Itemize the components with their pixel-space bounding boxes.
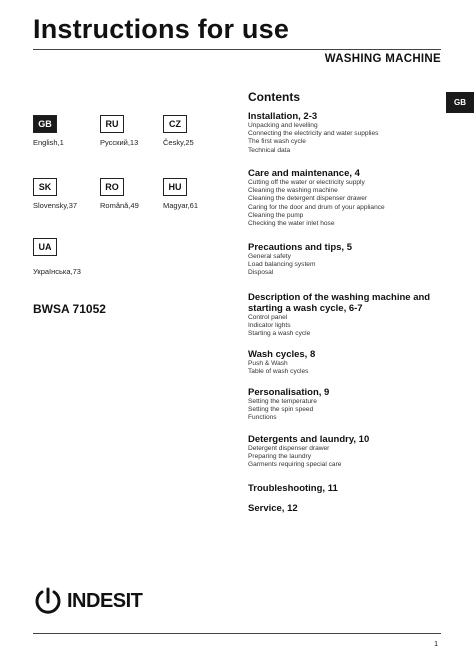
- language-label-cz[interactable]: Česky,25: [163, 138, 194, 147]
- contents-heading: Contents: [248, 90, 300, 104]
- toc-subitem: Cleaning the pump: [248, 211, 304, 219]
- model-number: BWSA 71052: [33, 302, 106, 316]
- language-box-ro[interactable]: RO: [100, 178, 124, 196]
- language-label-ro[interactable]: Română,49: [100, 201, 139, 210]
- toc-section-title[interactable]: Precautions and tips, 5: [248, 242, 352, 253]
- language-label-sk[interactable]: Slovensky,37: [33, 201, 78, 210]
- toc-subitem: Setting the spin speed: [248, 406, 314, 414]
- toc-section: [248, 111, 448, 155]
- toc-subitem: Functions: [248, 414, 277, 422]
- toc-section: [248, 387, 448, 423]
- power-icon: [33, 586, 63, 616]
- language-box-gb[interactable]: GB: [33, 115, 57, 133]
- toc-subitem: Garments requiring special care: [248, 461, 342, 469]
- toc-subitem: Checking the water inlet hose: [248, 220, 335, 228]
- toc-section-title[interactable]: Troubleshooting, 11: [248, 483, 338, 494]
- language-box-hu[interactable]: HU: [163, 178, 187, 196]
- toc-subitem: Starting a wash cycle: [248, 330, 311, 338]
- toc-subitem: Technical data: [248, 146, 291, 154]
- language-box-ua[interactable]: UA: [33, 238, 57, 256]
- toc-section: [248, 242, 448, 278]
- top-divider: [33, 49, 441, 50]
- language-label-ru[interactable]: Русский,13: [100, 138, 139, 147]
- toc-subitem: Push & Wash: [248, 360, 288, 367]
- toc-subitem: Unpacking and levelling: [248, 122, 318, 129]
- toc-section-title[interactable]: Description of the washing machine and starting a wash cycle, 6-7: [248, 292, 431, 314]
- toc-section-title[interactable]: Service, 12: [248, 503, 298, 514]
- language-box-ru[interactable]: RU: [100, 115, 124, 133]
- toc-subitem: Table of wash cycles: [248, 368, 309, 376]
- toc-section: [248, 168, 448, 228]
- toc-subitem: Control panel: [248, 314, 288, 321]
- bottom-divider: [33, 633, 441, 634]
- toc-section-title[interactable]: Personalisation, 9: [248, 387, 330, 398]
- language-box-sk[interactable]: SK: [33, 178, 57, 196]
- brand-name: INDESIT: [67, 589, 143, 612]
- toc-subitem: General safety: [248, 253, 291, 260]
- language-label-gb[interactable]: English,1: [33, 138, 64, 147]
- toc-section: [248, 292, 448, 339]
- toc-subitem: Disposal: [248, 269, 274, 277]
- language-label-ua[interactable]: Українська,73: [33, 267, 81, 276]
- toc-subitem: Load balancing system: [248, 261, 316, 269]
- toc-subitem: Connecting the electricity and water supplies: [248, 130, 379, 138]
- toc-subitem: Cutting off the water or electricity supply: [248, 179, 365, 186]
- product-type: WASHING MACHINE: [324, 53, 441, 65]
- language-box-cz[interactable]: CZ: [163, 115, 187, 133]
- toc-subitem: Setting the temperature: [248, 398, 317, 405]
- toc-section: [248, 434, 448, 470]
- toc-subitem: Cleaning the washing machine: [248, 187, 338, 195]
- toc-section: [248, 349, 448, 376]
- toc-subitem: Caring for the door and drum of your appliance: [248, 203, 385, 211]
- document-title: Instructions for use: [33, 14, 290, 44]
- language-label-hu[interactable]: Magyar,61: [163, 201, 199, 210]
- language-side-tab[interactable]: GB: [446, 92, 474, 113]
- toc-subitem: Detergent dispenser drawer: [248, 445, 330, 452]
- toc-section-title[interactable]: Wash cycles, 8: [248, 349, 316, 360]
- toc-section: [248, 483, 448, 494]
- toc-section-title[interactable]: Care and maintenance, 4: [248, 168, 360, 179]
- toc-subitem: Indicator lights: [248, 322, 291, 330]
- toc-section-title[interactable]: Detergents and laundry, 10: [248, 434, 370, 445]
- brand-logo: [33, 586, 142, 616]
- toc-subitem: Preparing the laundry: [248, 453, 312, 461]
- page-number: 1: [434, 641, 438, 648]
- toc-section: [248, 503, 448, 514]
- toc-subitem: Cleaning the detergent dispenser drawer: [248, 195, 368, 203]
- toc-section-title[interactable]: Installation, 2-3: [248, 111, 318, 122]
- toc-subitem: The first wash cycle: [248, 138, 306, 146]
